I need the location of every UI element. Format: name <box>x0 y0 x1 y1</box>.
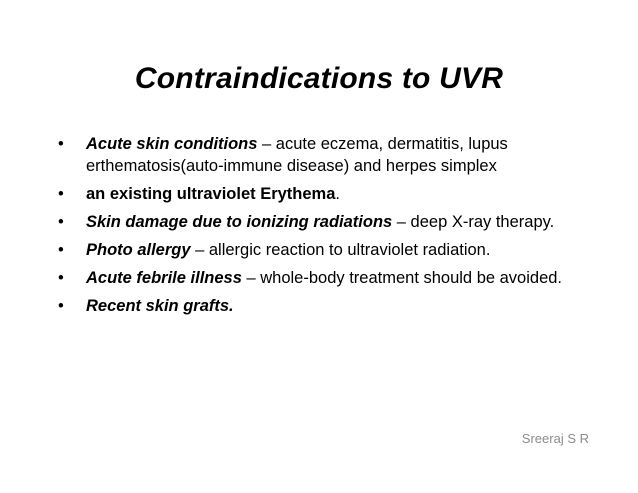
bullet-item <box>58 295 588 317</box>
bullet-term: an existing ultraviolet Erythema <box>86 185 336 203</box>
bullet-text: – deep X-ray therapy. <box>392 213 555 231</box>
bullet-list <box>58 133 588 323</box>
slide-title: Contraindications to UVR <box>134 62 504 95</box>
bullet-text: . <box>335 185 341 203</box>
bullet-marker: • <box>58 269 64 287</box>
bullet-text: – allergic reaction to ultraviolet radiation. <box>190 241 491 259</box>
author-footer: Sreeraj S R <box>521 431 589 446</box>
bullet-term: Acute febrile illness <box>86 269 242 287</box>
bullet-marker: • <box>58 297 64 315</box>
bullet-term: Photo allergy <box>86 241 191 259</box>
bullet-item <box>58 183 588 205</box>
bullet-marker: • <box>58 213 64 231</box>
bullet-item <box>58 211 588 233</box>
bullet-term: Skin damage due to ionizing radiations <box>86 213 393 231</box>
bullet-term: Recent skin grafts. <box>86 297 234 315</box>
bullet-marker: • <box>58 185 64 203</box>
bullet-item <box>58 133 588 177</box>
bullet-marker: • <box>58 135 64 153</box>
bullet-item <box>58 267 588 289</box>
bullet-term: Acute skin conditions <box>86 135 258 153</box>
bullet-text: – acute eczema, dermatitis, lupus erthematosis(auto-immune disease) and herpes simplex <box>86 135 508 175</box>
bullet-item <box>58 239 588 261</box>
bullet-marker: • <box>58 241 64 259</box>
bullet-text: – whole-body treatment should be avoided. <box>241 269 563 287</box>
